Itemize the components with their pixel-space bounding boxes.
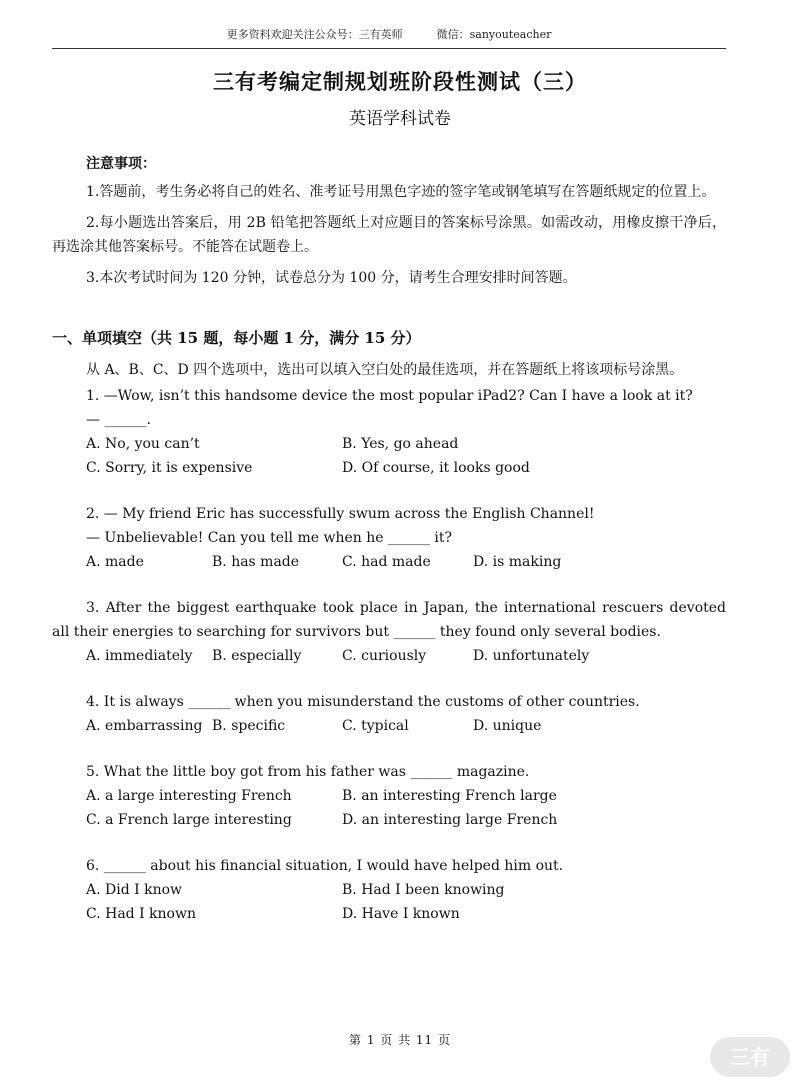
option-d: D. unfortunately (473, 648, 590, 664)
question-2 (52, 502, 726, 574)
question-3 (52, 596, 726, 668)
question-stem: 1. —Wow, isn’t this handsome device the most popular iPad2? Can I have a look at it? (86, 388, 693, 404)
question-stem: 6. ______ about his financial situation, I would have helped him out. (86, 858, 564, 874)
option-c: C. typical (342, 718, 409, 734)
question-stem: 5. What the little boy got from his father was ______ magazine. (86, 764, 530, 780)
question-4 (52, 690, 726, 738)
question-stem: 2. — My friend Eric has successfully swum across the English Channel! (86, 506, 595, 522)
option-a: A. immediately (86, 648, 193, 664)
notice-item: 1.答题前，考生务必将自己的姓名、准考证号用黑色字迹的签字笔或钢笔填写在答题纸规定的位置上。 (86, 184, 716, 200)
question-stem: — ______. (86, 412, 151, 428)
option-b: B. specific (212, 718, 286, 734)
option-a: A. embarrassing (86, 718, 203, 734)
watermark-logo: 三有 (710, 1037, 790, 1077)
option-d: D. Have I known (342, 906, 460, 922)
option-a: A. No, you can’t (86, 436, 200, 452)
question-stem: — Unbelievable! Can you tell me when he ______ it? (86, 530, 453, 546)
exam-subtitle: 英语学科试卷 (349, 109, 451, 129)
header-public-account: 更多资料欢迎关注公众号：三有英师 (226, 28, 403, 41)
options (52, 432, 726, 480)
page-header (52, 22, 726, 49)
option-c: C. Had I known (86, 906, 196, 922)
option-b: B. has made (212, 554, 300, 570)
option-c: C. curiously (342, 648, 427, 664)
option-c: C. had made (342, 554, 431, 570)
options (52, 644, 726, 668)
option-d: D. is making (473, 554, 562, 570)
section-title: 一、单项填空（共 15 题，每小题 1 分，满分 15 分） (52, 329, 421, 347)
option-b: B. an interesting French large (342, 788, 557, 804)
option-b: B. especially (212, 648, 302, 664)
option-d: D. an interesting large French (342, 812, 558, 828)
option-b: B. Had I been knowing (342, 882, 505, 898)
exam-title: 三有考编定制规划班阶段性测试（三） (213, 69, 587, 94)
question-1 (52, 384, 726, 480)
page-number: 第 1 页 共 11 页 (349, 1033, 451, 1047)
options (52, 550, 726, 574)
options (52, 714, 726, 738)
option-a: A. Did I know (86, 882, 183, 898)
header-wechat: 微信：sanyouteacher (436, 28, 552, 41)
exam-content (52, 152, 726, 948)
option-c: C. Sorry, it is expensive (86, 460, 253, 476)
option-a: A. a large interesting French (86, 788, 292, 804)
question-5 (52, 760, 726, 832)
section-instruction: 从 A、B、C、D 四个选项中，选出可以填入空白处的最佳选项，并在答题纸上将该项标号涂黑。 (86, 362, 684, 378)
notice-item: 2.每小题选出答案后，用 2B 铅笔把答题纸上对应题目的答案标号涂黑。如需改动，用橡皮擦干净后，再选涂其他答案标号。不能答在试题卷上。 (52, 215, 726, 255)
notice-heading: 注意事项： (86, 156, 156, 172)
option-d: D. unique (473, 718, 542, 734)
notice-item: 3.本次考试时间为 120 分钟，试卷总分为 100 分，请考生合理安排时间答题。 (86, 270, 577, 286)
question-6 (52, 854, 726, 926)
option-b: B. Yes, go ahead (342, 436, 459, 452)
option-a: A. made (86, 554, 144, 570)
option-c: C. a French large interesting (86, 812, 292, 828)
question-stem: 4. It is always ______ when you misunderstand the customs of other countries. (86, 694, 640, 710)
option-d: D. Of course, it looks good (342, 460, 530, 476)
options (52, 784, 726, 832)
options (52, 878, 726, 926)
question-stem: 3. After the biggest earthquake took place in Japan, the international rescuers devoted all their energies to searching for survivors but ______ they found only several bodies. (52, 600, 726, 640)
